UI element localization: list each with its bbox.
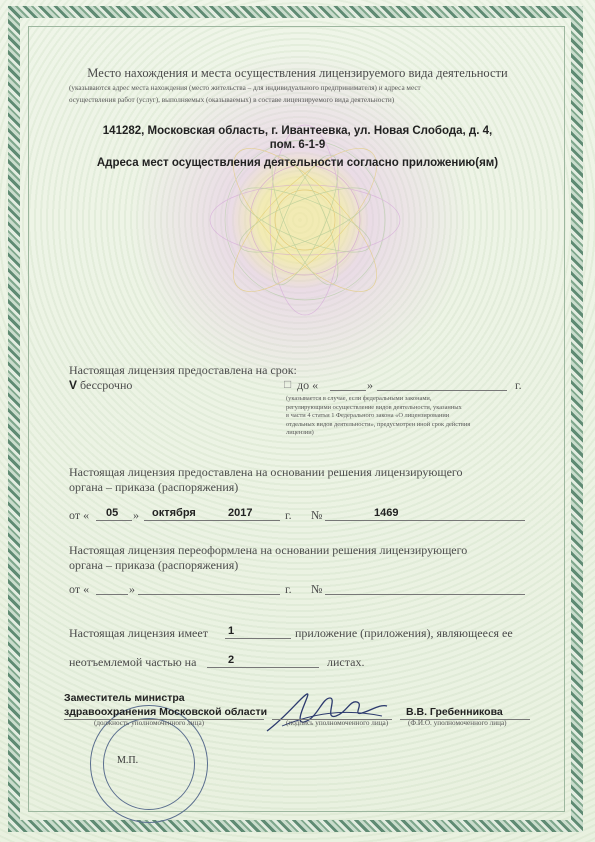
basis-date-line [144,520,280,521]
signature-caption: (подпись уполномоченного лица) [286,719,389,727]
term-heading: Настоящая лицензия предоставлена на срок: [69,363,297,377]
basis-year: 2017 [228,507,253,519]
reissue-close-quote: » [129,582,135,596]
handwritten-signature [262,686,392,741]
basis-no-label: № [311,508,323,522]
term-until-prefix: до « [297,378,319,392]
term-note-line: лицензии) [286,429,314,437]
appendix-count-line [225,638,291,639]
signer-title-2: здравоохранения Московской области [64,706,268,718]
reissue-number-line [325,594,525,595]
basis-month: октября [152,507,196,519]
term-checkbox: □ [284,377,292,391]
term-note-line: регулирующими осуществление видов деятельности, указанных [286,403,462,411]
integral-pages-line [207,667,319,668]
term-note-line: отдельных видов деятельности», предусмотрен иной срок действия [286,420,471,428]
stamp-mark: М.П. [117,755,139,766]
address-line-2: пом. 6-1-9 [269,139,326,151]
term-unlimited: бессрочно [80,378,133,392]
basis-line-2: органа – приказа (распоряжения) [69,480,239,494]
basis-number: 1469 [374,507,399,519]
basis-day-line [96,520,132,521]
term-year-suffix: г. [515,378,522,392]
term-note-line: в части 4 статьи 1 Федерального закона «О лицензировании [286,412,450,420]
reissue-g: г. [285,582,292,596]
term-checkmark: V [69,378,78,392]
signer-title-1: Заместитель министра [64,692,185,704]
appendix-prefix: Настоящая лицензия имеет [69,626,208,640]
basis-from: от « [69,508,90,522]
location-heading: Место нахождения и места осуществления лицензируемого вида деятельности [87,66,508,80]
signer-name: В.В. Гребенникова [406,706,503,718]
signer-title-caption: (должность уполномоченного лица) [94,719,205,727]
reissue-from: от « [69,582,90,596]
signer-name-caption: (Ф.И.О. уполномоченного лица) [408,719,507,727]
integral-suffix: листах. [327,655,365,669]
term-note-line: (указывается в случае, если федеральными законами, [286,395,432,402]
term-note [286,395,526,438]
appendix-suffix: приложение (приложения), являющееся ее [295,626,513,640]
reissue-day-line [96,594,128,595]
location-note-1: (указываются адрес места нахождения (место жительства – для индивидуального предпринимателя) и адреса мест [69,84,421,92]
address-line-1: 141282, Московская область, г. Ивантеевка, ул. Новая Слобода, д. 4, [102,125,493,137]
basis-number-line [325,520,525,521]
integral-pages: 2 [228,654,235,666]
reissue-no-label: № [311,582,323,596]
basis-day: 05 [106,507,119,519]
integral-prefix: неотъемлемой частью на [69,655,197,669]
term-day-line [330,390,366,391]
appendix-count: 1 [228,625,235,637]
reissue-date-line [138,594,280,595]
term-until-mid: » [367,378,373,392]
basis-close-quote: » [133,508,139,522]
basis-g: г. [285,508,292,522]
basis-line-1: Настоящая лицензия предоставлена на основании решения лицензирующего [69,465,463,479]
term-date-line [377,390,507,391]
reissue-line-1: Настоящая лицензия переоформлена на основании решения лицензирующего [69,543,468,557]
location-note-2: осуществления работ (услуг), выполняемых (оказываемых) в составе лицензируемого вида деятельности) [69,96,395,104]
address-line-3: Адреса мест осуществления деятельности согласно приложению(ям) [96,157,499,169]
reissue-line-2: органа – приказа (распоряжения) [69,558,239,572]
